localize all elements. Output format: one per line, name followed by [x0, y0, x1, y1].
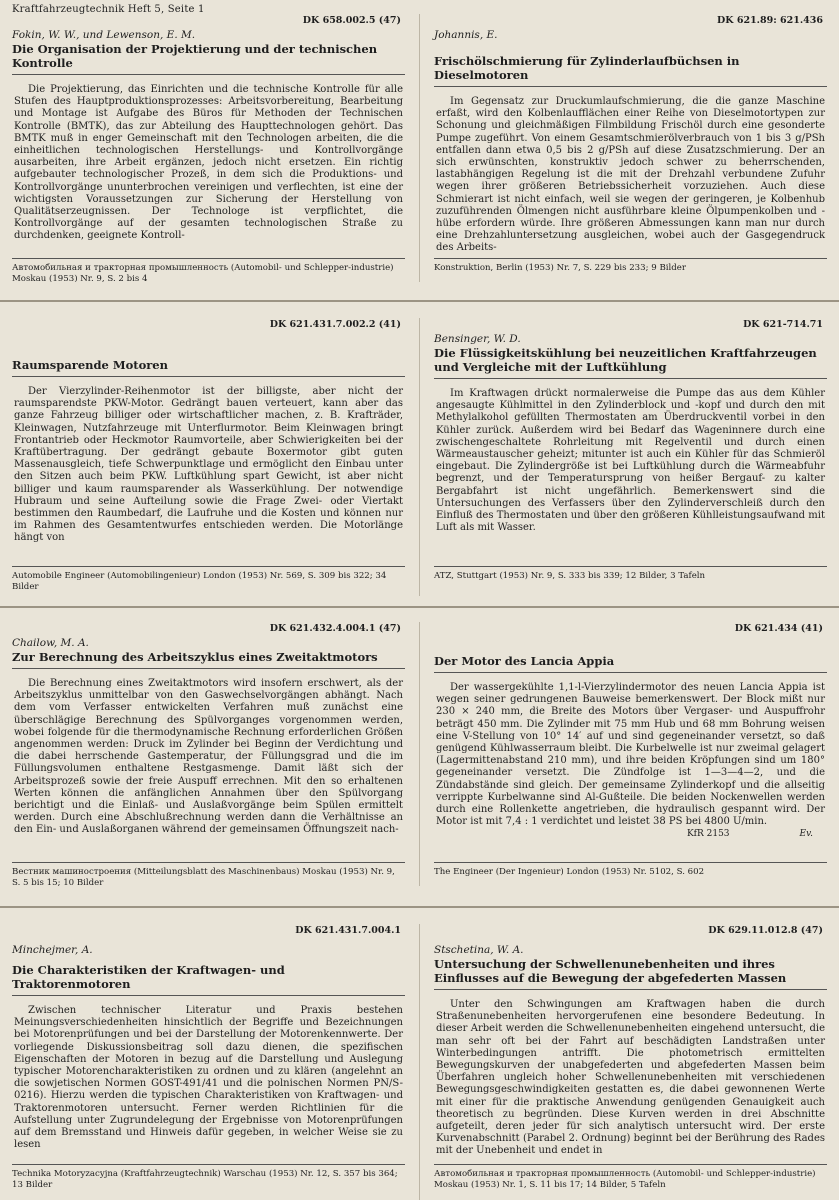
row-divider	[0, 606, 839, 608]
article-card	[420, 622, 839, 886]
article-title: Die Organisation der Projektierung und der technischen Kontrolle	[12, 42, 405, 75]
article-card	[0, 924, 420, 1200]
article-abstract: Der wassergekühlte 1,1-l-Vierzylindermotor des neuen Lancia Appia ist wegen seiner gedrungenen Bauweise bemerkenswert. Der Block mißt nur 230 × 240 mm, die Breite des Motors über Vergaser- und Auspuffrohr beträgt 450 mm. Die Zylinder mit 75 mm Hub und 68 mm Bohrung weisen eine V-Stellung von 10° 14′ auf und sind gegeneinander versetzt, so daß genügend Kühlwasserraum bleibt. Die Kurbelwelle ist nur zweimal gelagert (Lagermittenabstand 210 mm), und ihre beiden Kröpfungen sind um 180° gegeneinander versetzt. Die Zündfolge ist 1—3—4—2, und die Zündabstände sind gleich. Der gemeinsame Zylinderkopf und die allseitig verrippte Kurbelwanne sind Al-Gußteile. Die beiden Nockenwellen werden durch eine Rollenkette angetrieben, die hydraulisch gespannt wird. Der Motor ist mit 7,4 : 1 verdichtet und leistet 38 PS bei 4800 U/min.	[436, 682, 825, 828]
dk-number: DK 621.432.4.004.1 (47)	[269, 623, 401, 634]
article-abstract: Die Berechnung eines Zweitaktmotors wird insofern erschwert, als der Arbeitszyklus unmittelbar von den Gaswechselvorgängen abhängt. Nach dem vom Verfasser entwickelten Verfahren muß zunächst eine überschlägige Berechnung des Spülvorganges vorgenommen werden, wobei folgende für die thermodynamische Rechnung erforderlichen Größen angenommen werden: Druck im Zylinder bei Beginn der Verdichtung und die dabei herrschende Gastemperatur, der Füllungsgrad und die im Füllungsvolumen enthaltene Restgasmenge. Damit läßt sich der Arbeitsprozeß sowie der freie Auspuff errechnen. Mit den so erhaltenen Werten können die anfänglichen Annahmen über den Spülvorgang berichtigt und die Einlaß- und Auslaßvorgänge beim Spülen ermittelt werden. Durch eine Abschlußrechnung werden dann die Verhältnisse an den Ein- und Auslaßorganen während der gemeinsamen Öffnungszeit nach-	[14, 678, 403, 836]
article-source: Konstruktion, Berlin (1953) Nr. 7, S. 229 bis 233; 9 Bilder	[434, 258, 827, 274]
article-title: Der Motor des Lancia Appia	[434, 654, 827, 673]
article-source: Автомобильная и тракторная промышленность (Automobil- und Schlepper-industrie) Moskau (1953) Nr. 1, S. 11 bis 17; 14 Bilder, 5 Tafeln	[434, 1164, 827, 1191]
row-divider	[0, 300, 839, 302]
article-source: Automobile Engineer (Automobilingenieur) London (1953) Nr. 569, S. 309 bis 322; 34 Bilder	[12, 566, 405, 593]
article-author: Bensinger, W. D.	[434, 333, 521, 345]
article-abstract: Die Projektierung, das Einrichten und die technische Kontrolle für alle Stufen des Hauptproduktionsprozesses: Arbeitsvorbereitung, Bearbeitung und Montage ist Aufgabe des Büros für Methoden der Technischen Kontrolle (BMTK), das zur Abteilung des Haupttechnologen gehört. Das BMTK muß in enger Gemeinschaft mit den Technologen arbeiten, die die einheitlichen technologischen Herstellungs- und Kontrollvorgänge ausarbeiten, ihre Arbeit ergänzen, jedoch nicht ersetzen. Ein richtig aufgebauter technologischer Prozeß, in dem sich die Produktions- und Kontrollvorgänge ununterbrochen vereinigen und verflechten, ist eine der wichtigsten Voraussetzungen zur Sicherung der Herstellung von Qualitätserzeugnissen. Der Technologe ist verpflichtet, die Kontrollvorgänge auf der gesamten technologischen Straße zu durchdenken, geeignete Kontroll-	[14, 84, 403, 242]
article-author: Minchejmer, A.	[12, 944, 93, 956]
dk-number: DK 621.431.7.002.2 (41)	[269, 319, 401, 330]
article-title: Frischölschmierung für Zylinderlaufbüchsen in Dieselmotoren	[434, 54, 827, 87]
article-title: Zur Berechnung des Arbeitszyklus eines Zweitaktmotors	[12, 650, 405, 669]
article-title: Die Charakteristiken der Kraftwagen- und Traktorenmotoren	[12, 963, 405, 996]
article-author	[12, 333, 405, 346]
article-card	[0, 14, 420, 282]
article-title: Untersuchung der Schwellenunebenheiten und ihres Einflusses auf die Bewegung der abgefederten Massen	[434, 957, 827, 990]
article-title: Die Flüssigkeitskühlung bei neuzeitlichen Kraftfahrzeugen und Vergleiche mit der Luftkühlung	[434, 346, 827, 379]
page-header: Kraftfahrzeugtechnik Heft 5, Seite 1	[12, 4, 205, 15]
article-card	[420, 318, 839, 596]
dk-number: DK 621.89: 621.436	[717, 15, 823, 26]
dk-number: DK 629.11.012.8 (47)	[708, 925, 823, 936]
article-author	[434, 637, 827, 650]
article-source: Вестник машиностроения (Mitteilungsblatt des Maschinenbaus) Moskau (1953) Nr. 9, S. 5 bis 15; 10 Bilder	[12, 862, 405, 886]
article-source: Technika Motoryzacyjna (Kraftfahrzeugtechnik) Warschau (1953) Nr. 12, S. 357 bis 364; 13 Bilder	[12, 1164, 405, 1191]
dk-number: DK 621-714.71	[743, 319, 823, 330]
article-author: Fokin, W. W., und Lewenson, E. M.	[12, 29, 196, 41]
article-abstract: Im Kraftwagen drückt normalerweise die Pumpe das aus dem Kühler angesaugte Kühlmittel in den Zylinderblock und -kopf und durch den mit Methylalkohol gefüllten Thermostaten am Überdruckventil vorbei in den Kühler zurück. Außerdem wird bei Bedarf das Wageninnere durch eine zwischengeschaltete Rohrleitung mit Regelventil und durch einen Wärmeaustauscher geheizt; mitunter ist auch ein Kühler für das Schmieröl eingebaut. Die Zylindergröße ist bei Luftkühlung durch die Wärmeabfuhr begrenzt, und der Temperatursprung von heißer Bergauf- zu kalter Bergabfahrt ist nicht ungefährlich. Bemerkenswert sind die Untersuchungen des Verfassers über den Zylinderverschleiß durch den Einfluß des Thermostaten und über den größeren Kühlleistungsaufwand mit Luft als mit Wasser.	[436, 388, 825, 534]
article-abstract: Unter den Schwingungen am Kraftwagen haben die durch Straßenunebenheiten hervorgerufenen eine besondere Bedeutung. In dieser Arbeit werden die Schwellenunebenheiten eingehend untersucht, die man sehr oft bei der Fahrt auf beschädigten Landstraßen unter Winterbedingungen antrifft. Die photometrisch ermittelten Bewegungskurven der unabgefederten und abgefederten Massen beim Überfahren ungleich hoher Schwellenunebenheiten mit verschiedenen Bewegungsgeschwindigkeiten gestatten es, die dabei gewonnenen Werte mit einer für die praktische Anwendung genügenden Genauigkeit auch theoretisch zu begründen. Diese Kurven werden in drei Abschnitte aufgeteilt, deren jeder für sich analytisch untersucht wird. Der erste Kurvenabschnitt (Parabel 2. Ordnung) beginnt bei der Berührung des Rades mit der Unebenheit und endet in	[436, 999, 825, 1157]
signature-code: KfR 2153	[686, 829, 730, 840]
row-divider	[0, 906, 839, 908]
article-abstract: Der Vierzylinder-Reihenmotor ist der billigste, aber nicht der raumsparendste PKW-Motor. Gedrängt bauen verteuert, kann aber das ganze Fahrzeug billiger oder wirtschaftlicher machen, z. B. Krafträder, Kleinwagen, Nutzfahrzeuge mit Unterflurmotor. Beim Kleinwagen bringt Frontantrieb oder Heckmotor Raumvorteile, aber Schwierigkeiten bei der Kraftübertragung. Der gedrängt gebaute Boxermotor gibt guten Massenausgleich, tiefe Schwerpunktlage und ermöglicht den Einbau unter den Sitzen auch beim PKW. Luftkühlung spart Gewicht, ist aber nicht billiger und kaum raumsparender als Wasserkühlung. Der notwendige Hubraum und seine Aufteilung sowie die Frage Zwei- oder Viertakt bestimmen den Raumbedarf, die Laufruhe und die Kosten und können nur im Rahmen des Gesamtentwurfes entschieden werden. Die Motorlänge hängt von	[14, 386, 403, 544]
article-card	[0, 622, 420, 886]
article-source: ATZ, Stuttgart (1953) Nr. 9, S. 333 bis 339; 12 Bilder, 3 Tafeln	[434, 566, 827, 582]
article-author: Johannis, E.	[434, 29, 498, 41]
signature-initials: Ev.	[799, 829, 813, 840]
article-abstract: Zwischen technischer Literatur und Praxis bestehen Meinungsverschiedenheiten hinsichtlich der Begriffe und Bezeichnungen bei Motorenprüfungen und bei der Darstellung der Motorenkennwerte. Der vorliegende Diskussionsbeitrag soll dazu dienen, die spezifischen Eigenschaften der Motoren in bezug auf die Darstellung und Auslegung typischer Motorencharakteristiken zu ordnen und zu klären (angelehnt an die sowjetischen Normen GOST-491/41 und die polnischen Normen PN/S-0216). Hierzu werden die typischen Charakteristiken von Kraftwagen- und Traktorenmotoren untersucht. Ferner werden Richtlinien für die Aufstellung unter Zugrundelegung der Ergebnisse von Motorenprüfungen auf dem Bremsstand und Hinweis dafür gegeben, in welcher Weise sie zu lesen	[14, 1005, 403, 1151]
article-source: Автомобильная и тракторная промышленность (Automobil- und Schlepper-industrie) Moskau (1953) Nr. 9, S. 2 bis 4	[12, 258, 405, 282]
dk-number: DK 621.434 (41)	[734, 623, 823, 634]
article-card	[0, 318, 420, 596]
article-author: Stschetina, W. A.	[434, 944, 524, 956]
dk-number: DK 621.431.7.004.1	[295, 925, 401, 936]
article-card	[420, 14, 839, 282]
article-abstract: Im Gegensatz zur Druckumlaufschmierung, die die ganze Maschine erfaßt, wird den Kolbenlaufflächen einer Reihe von Dieselmotortypen zur Schonung und gleichmäßigen Filmbildung Frischöl durch eine gesonderte Pumpe zugeführt. Von einem Gesamtschmierölverbrauch von 1 bis 3 g/PSh entfallen dann etwa 0,5 bis 2 g/PSh auf diese Zusatzschmierung. Der an sich erwünschten, konstruktiv jedoch schwer zu beherrschenden, lastabhängigen Regelung ist die mit der Drehzahl verbundene Zufuhr wegen ihrer größeren Betriebssicherheit vorzuziehen. Auch diese Schmierart ist nicht einfach, weil sie wegen der geringeren, je Kolbenhub zuzuführenden Ölmengen nicht ausführbare kleine Ölpumpenkolben und -hübe erfordern würde. Ihre größeren Abmessungen kann man nur durch eine Drehzahluntersetzung ausgleichen, wobei auch der Gasgegendruck des Arbeits-	[436, 96, 825, 254]
article-card	[420, 924, 839, 1200]
article-title: Raumsparende Motoren	[12, 358, 405, 377]
article-source: The Engineer (Der Ingenieur) London (1953) Nr. 5102, S. 602	[434, 862, 827, 878]
signature-line	[434, 829, 827, 839]
article-author: Chailow, M. A.	[12, 637, 89, 649]
dk-number: DK 658.002.5 (47)	[302, 15, 401, 26]
